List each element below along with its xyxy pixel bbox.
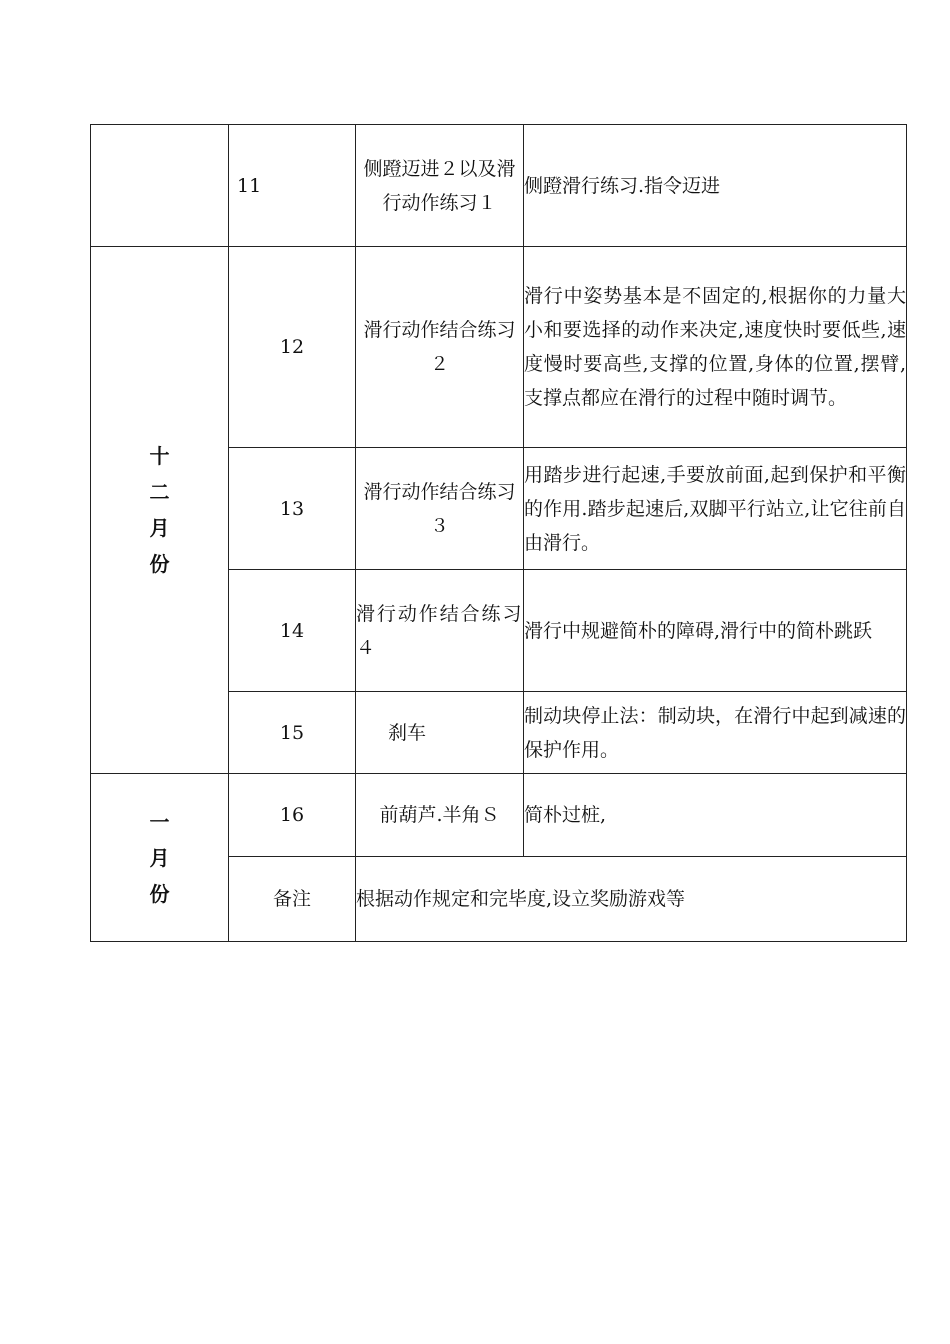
training-plan-table <box>90 124 907 942</box>
lesson-number: 14 <box>229 570 356 692</box>
lesson-description: 滑行中姿势基本是不固定的,根据你的力量大小和要选择的动作来决定,速度快时要低些,速度慢时要高些,支撑的位置,身体的位置,摆臂,支撑点都应在滑行的过程中随时调节。 <box>524 247 907 448</box>
lesson-number: 15 <box>229 692 356 774</box>
table-row <box>91 125 907 247</box>
lesson-description: 滑行中规避简朴的障碍,滑行中的简朴跳跃 <box>524 570 907 692</box>
month-december <box>91 247 229 774</box>
lesson-description: 制动块停止法：制动块，在滑行中起到减速的保护作用。 <box>524 692 907 774</box>
notes-text: 根据动作规定和完毕度,设立奖励游戏等 <box>356 857 907 942</box>
lesson-name: 刹车 <box>356 692 524 774</box>
month-char: 月 <box>149 845 170 870</box>
lesson-description: 用踏步进行起速,手要放前面,起到保护和平衡的作用.踏步起速后,双脚平行站立,让它往前自由滑行。 <box>524 448 907 570</box>
lesson-description: 简朴过桩, <box>524 774 907 857</box>
month-cell-empty <box>91 125 229 247</box>
lesson-name: 前葫芦.半角Ｓ <box>356 774 524 857</box>
lesson-name: 侧蹬迈进２以及滑行动作练习１ <box>356 125 524 247</box>
month-char: 十 <box>149 444 170 468</box>
lesson-number: 13 <box>229 448 356 570</box>
month-char: 二 <box>149 480 170 504</box>
lesson-number: 16 <box>229 774 356 857</box>
table-row <box>91 774 907 857</box>
notes-label: 备注 <box>229 857 356 942</box>
lesson-name: 滑行动作结合练习２ <box>356 247 524 448</box>
lesson-number: 11 <box>229 125 356 247</box>
month-char: 份 <box>149 552 170 576</box>
lesson-number: 12 <box>229 247 356 448</box>
month-char: 月 <box>149 516 170 540</box>
lesson-name: 滑行动作结合练习４ <box>356 570 524 692</box>
month-january <box>91 774 229 942</box>
month-char: 份 <box>149 881 170 906</box>
lesson-name: 滑行动作结合练习３ <box>356 448 524 570</box>
lesson-description: 侧蹬滑行练习.指令迈进 <box>524 125 907 247</box>
month-char: 一 <box>149 809 170 834</box>
table-row <box>91 247 907 448</box>
